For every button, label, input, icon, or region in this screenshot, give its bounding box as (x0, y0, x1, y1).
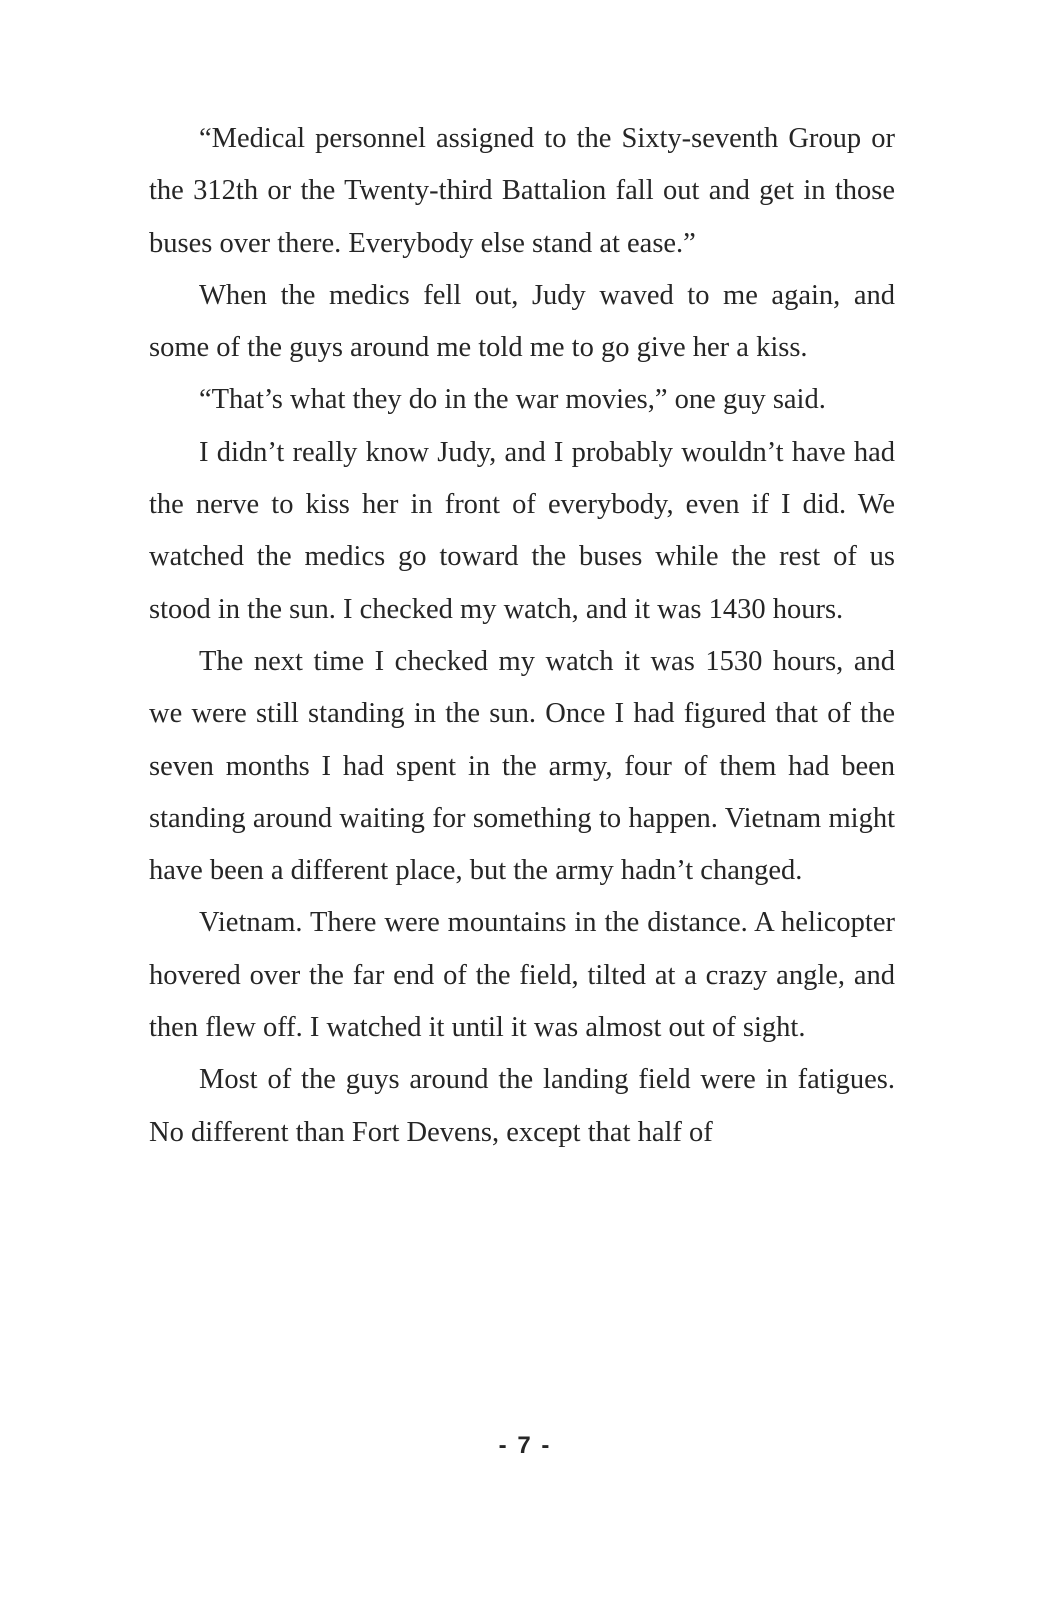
paragraph: Vietnam. There were mountains in the distance. A helicopter hovered over the far end of the field, tilted at a crazy angle, and then flew off. I watched it until it was almost out of sight. (149, 907, 895, 1044)
paragraph: When the medics fell out, Judy waved to me again, and some of the guys around me told me to go give her a kiss. (149, 279, 895, 364)
page-number: - 7 - (498, 1432, 552, 1459)
paragraph: “Medical personnel assigned to the Sixty-seventh Group or the 312th or the Twenty-third Battalion fall out and get in those buses over there. Everybody else stand at ease.” (149, 123, 895, 259)
paragraph: I didn’t really know Judy, and I probably wouldn’t have had the nerve to kiss her in front of everybody, even if I did. We watched the medics go toward the buses while the rest of us stood in the sun. I checked my watch, and it was 1430 hours. (149, 436, 895, 625)
paragraph: The next time I checked my watch it was 1530 hours, and we were still standing in the sun. Once I had figured that of the seven months I had spent in the army, four of them had been standing around waiting for something to happen. Vietnam might have been a different place, but the army hadn’t changed. (149, 645, 895, 887)
paragraph: “That’s what they do in the war movies,” one guy said. (199, 384, 826, 416)
paragraph: Most of the guys around the landing field were in fatigues. No different than Fort Devens, except that half of (149, 1064, 895, 1148)
body-text (149, 113, 895, 1159)
